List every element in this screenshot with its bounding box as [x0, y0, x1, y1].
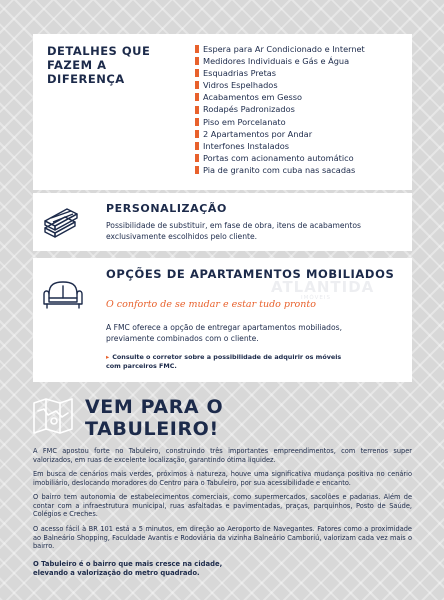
bullet-icon: [195, 118, 199, 126]
feature-item: Medidores Individuais e Gás e Água: [195, 55, 365, 67]
arrow-icon: ▸: [106, 353, 110, 361]
paragraph: A FMC apostou forte no Tabuleiro, construindo três importantes empreendimentos, com terrenos super valorizados, em ruas de excelente localização, garantindo ótima liquidez.: [33, 447, 412, 464]
furnished-tagline: O conforto de se mudar e estar tudo pronto: [106, 299, 316, 310]
feature-item: Esquadrias Pretas: [195, 67, 365, 79]
bullet-icon: [195, 45, 199, 53]
feature-item: 2 Apartamentos por Andar: [195, 128, 365, 140]
paragraph: O bairro tem autonomia de estabelecimentos comerciais, como supermercados, sacolões e padarias. Além de contar com a infraestrutura municipal, ruas asfaltadas e pavimentadas, praças, parquinhos, Posto de Saúde, Colégios e Creches.: [33, 493, 412, 519]
feature-item: Pia de granito com cuba nas sacadas: [195, 164, 365, 176]
bullet-icon: [195, 93, 199, 101]
personalization-text: Possibilidade de substituir, em fase de obra, itens de acabamentos exclusivamente escolhidos pelo cliente.: [106, 221, 361, 241]
paragraph: O acesso fácil à BR 101 está a 5 minutos, em direção ao Aeroporto de Navegantes. Fatores como a proximidade ao Balneário Shopping, Faculdade Avantis e Rodoviária da vizinha Balneário Camboriú, valorizam cada vez mais o bairro.: [33, 525, 412, 551]
feature-list: [195, 43, 365, 176]
feature-item: Rodapés Padronizados: [195, 103, 365, 115]
map-icon: [32, 397, 74, 435]
bullet-icon: [195, 142, 199, 150]
feature-item: Portas com acionamento automático: [195, 152, 365, 164]
feature-item: Piso em Porcelanato: [195, 116, 365, 128]
sofa-icon: [41, 276, 85, 312]
furnished-title: OPÇÕES DE APARTAMENTOS MOBILIADOS: [106, 267, 395, 281]
bullet-icon: [195, 81, 199, 89]
furnished-text: A FMC oferece a opção de entregar apartamentos mobiliados, previamente combinados com o cliente.: [106, 323, 342, 343]
furnished-card: [33, 258, 412, 382]
bullet-icon: [195, 69, 199, 77]
bullet-icon: [195, 166, 199, 174]
details-title: DETALHES QUE FAZEM A DIFERENÇA: [47, 44, 151, 86]
feature-item: Interfones Instalados: [195, 140, 365, 152]
personalization-title: PERSONALIZAÇÃO: [106, 202, 227, 215]
bullet-icon: [195, 130, 199, 138]
watermark-logo: ATLANTIDA: [271, 278, 375, 296]
wood-planks-icon: [41, 205, 81, 241]
bullet-icon: [195, 154, 199, 162]
feature-item: Acabamentos em Gesso: [195, 91, 365, 103]
details-card: [33, 34, 412, 190]
section-title: VEM PARA O TABULEIRO!: [85, 396, 224, 440]
closing-statement: O Tabuleiro é o bairro que mais cresce na cidade, elevando a valorização do metro quadrado.: [33, 560, 223, 577]
bullet-icon: [195, 57, 199, 65]
furnished-cta: ▸ Consulte o corretor sobre a possibilidade de adquirir os móveis com parceiros FMC.: [106, 353, 342, 370]
watermark-logo-sub: IMÓVEIS: [301, 295, 331, 301]
feature-item: Vidros Espelhados: [195, 79, 365, 91]
feature-item: Espera para Ar Condicionado e Internet: [195, 43, 365, 55]
paragraph: Em busca de cenários mais verdes, próximos à natureza, houve uma significativa mudança positiva no cenário imobiliário, deslocando moradores do Centro para o Tabuleiro, por sua acessibilidade e encanto.: [33, 470, 412, 487]
bullet-icon: [195, 106, 199, 114]
personalization-card: [33, 193, 412, 251]
